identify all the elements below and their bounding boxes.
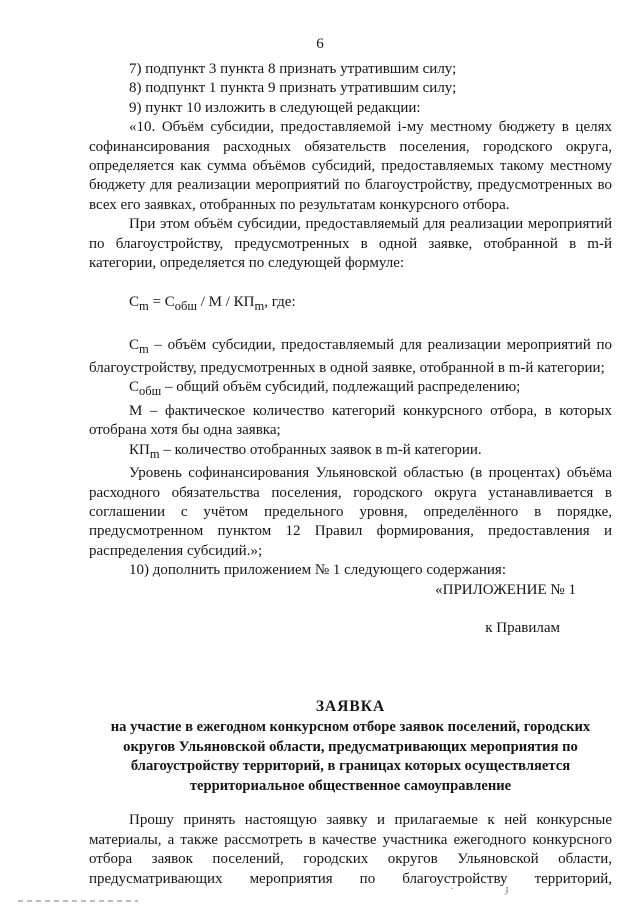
paragraph-formula-intro: При этом объём субсидии, предоставляемый для реализации мероприятий по благоустройству, предусмотренных в одной заявке, отобранной в m-й категории, определяется по следующей формуле: (89, 216, 612, 272)
list-item-7: 7) подпункт 3 пункта 8 признать утратившим силу; (129, 61, 457, 77)
definition-cobsh: $С_{обш}$ – общий объём субсидий, подлежащий распределению; (129, 379, 521, 399)
subsidy-formula: $С_m = С_{обш} / М / КП_m$, где: (129, 293, 296, 313)
appendix-to-rules: к Правилам (485, 620, 560, 637)
page-number: 6 (316, 36, 324, 52)
list-item-9: 9) пункт 10 изложить в следующей редакции: (129, 99, 421, 116)
appendix-label: «ПРИЛОЖЕНИЕ № 1 (435, 581, 576, 598)
application-subtitle: на участие в ежегодном конкурсном отборе заявок поселений, городских округов Ульяновской области, предусматривающих мероприятия по благоустройству территорий, в границах которых осуществляется территориальное общественное самоуправление (110, 718, 591, 794)
list-item-10: 10) дополнить приложением № 1 следующего содержания: (129, 562, 506, 579)
document-body (89, 60, 612, 889)
paragraph-cofinancing-level: Уровень софинансирования Ульяновской областью (в процентах) объёма расходного обязательства поселения, городского округа устанавливается в соглашении с учётом предельного уровня, определённого в порядке, предусмотренном пунктом 12 Правил формирования, предоставления и распределения субсидий.»; (89, 465, 612, 559)
scan-marks: · ˙ ˊ ɟ (450, 883, 515, 895)
definition-cm: $С_m$ – объём субсидии, предоставляемый для реализации мероприятий по благоустройству, предусмотренных в одной заявке, отобранной в m-й категории; (89, 336, 612, 377)
definition-kp: $КП_m$ – количество отобранных заявок в m-й категории. (129, 441, 482, 461)
application-title (89, 697, 612, 797)
definition-m: М – фактическое количество категорий конкурсного отбора, в которых отобрана хотя бы одна заявка; (89, 402, 612, 439)
list-item-8: 8) подпункт 1 пункта 9 признать утратившим силу; (129, 80, 457, 97)
scan-edge-mark (18, 900, 138, 902)
paragraph-10: «10. Объём субсидии, предоставляемой i-му местному бюджету в целях софинансирования расходных обязательств поселения, городского округа, определяется как сумма объёмов субсидий, предоставляемых такому местному бюджету для реализации мероприятий по благоустройству, предусмотренных во всех его заявках, отобранных по результатам конкурсного отбора. (89, 119, 612, 213)
application-heading: ЗАЯВКА (315, 697, 386, 715)
application-body: Прошу принять настоящую заявку и прилагаемые к ней конкурсные материалы, а также рассмотреть в качестве участника ежегодного конкурсного отбора заявок поселений, городских округов Ульяновской области, предусматривающих мероприятия по благоустройству территорий, (89, 812, 612, 887)
